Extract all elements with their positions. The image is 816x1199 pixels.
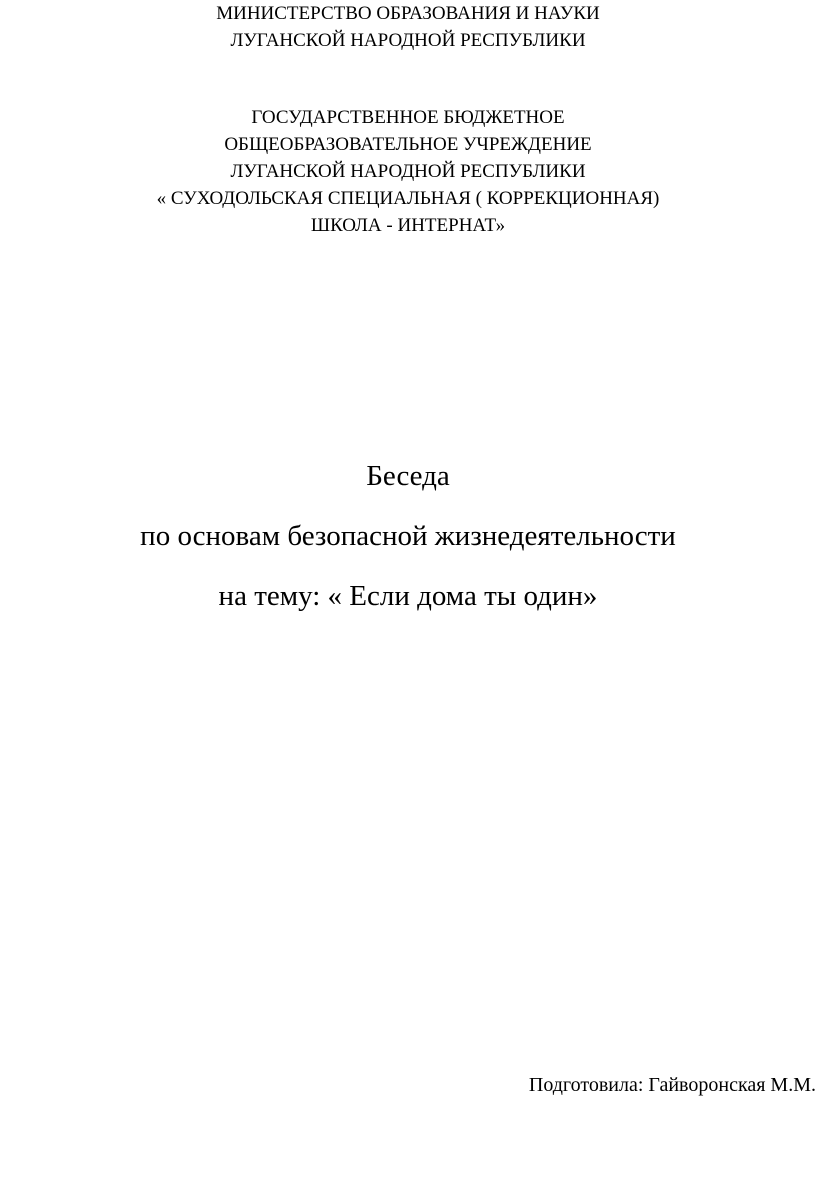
institution-line-5: ШКОЛА - ИНТЕРНАТ» — [310, 215, 506, 236]
institution-line-3: ЛУГАНСКОЙ НАРОДНОЙ РЕСПУБЛИКИ — [230, 161, 586, 182]
document-title — [0, 446, 816, 626]
institution-line-2: ОБЩЕОБРАЗОВАТЕЛЬНОЕ УЧРЕЖДЕНИЕ — [224, 134, 592, 155]
title-line-2: по основам безопасной жизнедеятельности — [140, 520, 676, 552]
ministry-header — [0, 0, 816, 54]
ministry-line-2: ЛУГАНСКОЙ НАРОДНОЙ РЕСПУБЛИКИ — [230, 30, 586, 51]
institution-line-4: « СУХОДОЛЬСКАЯ СПЕЦИАЛЬНАЯ ( КОРРЕКЦИОННАЯ) — [156, 188, 660, 209]
ministry-line-1: МИНИСТЕРСТВО ОБРАЗОВАНИЯ И НАУКИ — [216, 3, 600, 24]
author-credit: Подготовила: Гайворонская М.М. — [528, 1074, 816, 1096]
institution-header — [0, 104, 816, 239]
institution-line-1: ГОСУДАРСТВЕННОЕ БЮДЖЕТНОЕ — [251, 107, 565, 128]
title-line-1: Беседа — [366, 460, 450, 492]
title-line-3: на тему: « Если дома ты один» — [218, 580, 598, 612]
